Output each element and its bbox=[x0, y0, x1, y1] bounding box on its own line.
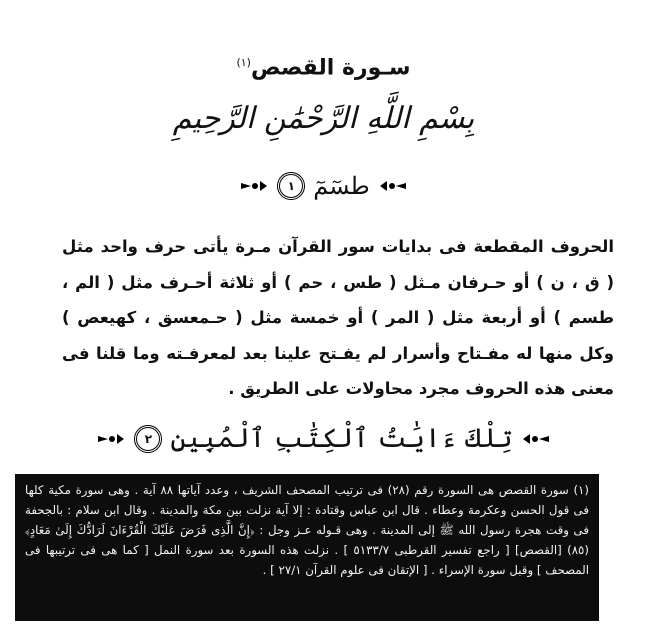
ornament-icon bbox=[521, 431, 551, 447]
ayah-number-badge: ١ bbox=[277, 172, 305, 200]
ayah-1 bbox=[0, 168, 647, 204]
ornament-icon bbox=[239, 178, 269, 194]
basmala: بِسْمِ اللَّهِ الرَّحْمَٰنِ الرَّحِيمِ bbox=[172, 101, 475, 136]
footnote-box bbox=[15, 474, 599, 621]
footnote-marker: (١) bbox=[236, 56, 251, 69]
ayah-2-text: تِلْكَ ءَايَٰتُ ٱلْكِتَٰبِ ٱلْمُبِينِ bbox=[170, 423, 513, 454]
surah-title bbox=[0, 48, 647, 83]
ayah-1-text: طسٓمٓ bbox=[313, 172, 370, 200]
surah-title-text: سـورة القصص bbox=[250, 55, 411, 81]
commentary-paragraph: الحروف المقطعة فى بدايات سور القرآن مـرة يأتى حرف واحد مثل ( ق ، ن ) أو حـرفان مـثل ( طس ، حم ) أو ثلاثة أحـرف مثل ( الم ، طسم ) أو أربعة مثل ( المر ) أو خمسة مثل ( حـمعسق ، كهيعص ) وكل منها له مفـتاح وأسرار لم يفـتح علينا بعد لمعرفـته وما قلنا فى معنى هذه الحروف مجرد محاولات على الطريق . bbox=[62, 237, 614, 398]
footnote-text: (١) سورة القصص هى السورة رقم (٢٨) فى ترتيب المصحف الشريف ، وعدد آياتها ٨٨ آية . وهى سورة مكية كلها فى قول الحسن وعكرمة وعطاء . قال ابن عباس وقتادة : إلا آية نزلت بين مكة والمدينة . وقال ابن سلام : بالجحفة فى وقت هجرة رسول الله ﷺ إلى المدينة . وهى قـوله عـز وجل : ﴿إِنَّ الَّذِى فَرَضَ عَلَيْكَ الْقُرْءَانَ لَرَادُّكَ إِلَىٰ مَعَادٍ﴾ (٨٥) [القصص] [ راجع تفسير القرطبى ٥١٣٣/٧ ] . نزلت هذه السورة بعد سورة النمل [ كما هى فى ترتيبها فى المصحف ] وقبل سورة الإسراء . [ الإتقان فى علوم القرآن ٢٧/١ ] . bbox=[25, 483, 589, 577]
ornament-icon bbox=[96, 431, 126, 447]
ornament-icon bbox=[378, 178, 408, 194]
ayah-2 bbox=[0, 421, 647, 457]
ayah-number-badge: ٢ bbox=[134, 425, 162, 453]
